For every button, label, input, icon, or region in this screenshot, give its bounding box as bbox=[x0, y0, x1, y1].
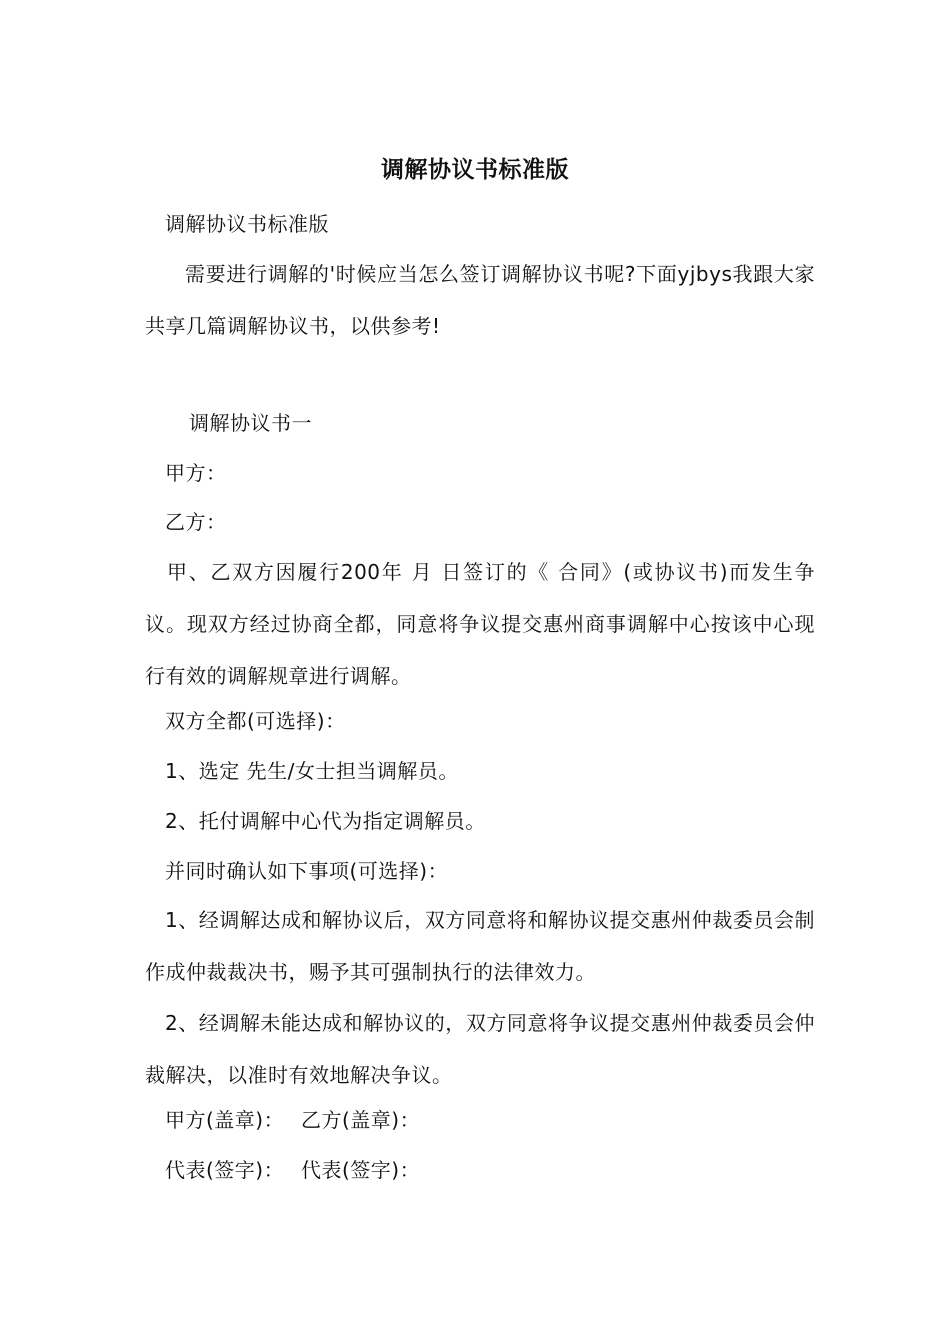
party-a-seal-label: 甲方(盖章)： bbox=[165, 1108, 285, 1132]
party-a-rep-label: 代表(签字)： bbox=[165, 1158, 285, 1182]
party-a-label: 甲方： bbox=[165, 461, 227, 485]
confirm-heading: 并同时确认如下事项(可选择)： bbox=[165, 859, 449, 883]
section-heading: 调解协议书一 bbox=[189, 411, 312, 435]
agree-item: 2、托付调解中心代为指定调解员。 bbox=[165, 809, 486, 833]
intro-paragraph: 需要进行调解的'时候应当怎么签订调解协议书呢?下面yjbys我跟大家共享几篇调解协议书，以供参考! bbox=[145, 262, 815, 338]
party-b-rep-label: 代表(签字)： bbox=[301, 1158, 421, 1182]
dispute-paragraph: 甲、乙双方因履行200年 月 日签订的《 合同》(或协议书)而发生争议。现双方经过协商全都，同意将争议提交惠州商事调解中心按该中心现行有效的调解规章进行调解。 bbox=[145, 560, 815, 688]
party-b-label: 乙方： bbox=[165, 510, 227, 534]
confirm-item: 1、经调解达成和解协议后，双方同意将和解协议提交惠州仲裁委员会制作成仲裁裁决书，赐予其可强制执行的法律效力。 bbox=[145, 908, 815, 984]
document-subtitle: 调解协议书标准版 bbox=[165, 212, 329, 236]
document-title: 调解协议书标准版 bbox=[381, 157, 569, 183]
party-b-seal-label: 乙方(盖章)： bbox=[301, 1108, 421, 1132]
confirm-item: 2、经调解未能达成和解协议的，双方同意将争议提交惠州仲裁委员会仲裁解决，以准时有效地解决争议。 bbox=[145, 1011, 815, 1087]
agree-heading: 双方全都(可选择)： bbox=[165, 709, 346, 733]
agree-item: 1、选定 先生/女士担当调解员。 bbox=[165, 759, 459, 783]
